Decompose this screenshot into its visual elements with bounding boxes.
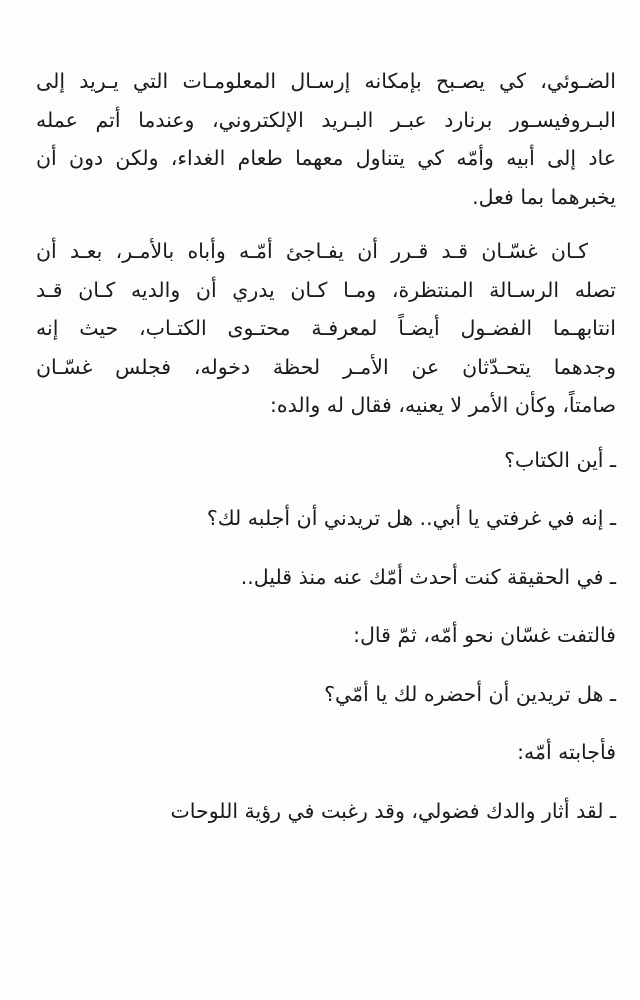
- paragraph-2-line-4: وجدهما يتحـدّثان عن الأمـر لحظة دخوله، فجلس غسّـان: [36, 354, 616, 379]
- paragraph-1-line-4: يخبرهما بما فعل.: [472, 184, 616, 209]
- dialogue-line-5: ـ هل تريدين أن أحضره لك يا أمّي؟: [324, 681, 616, 706]
- dialogue-line-1: ـ أين الكتاب؟: [504, 447, 616, 472]
- dialogue-line-2: ـ إنه في غرفتي يا أبي.. هل تريدني أن أجلبه لك؟: [206, 506, 616, 530]
- dialogue-line-3: ـ في الحقيقة كنت أحدث أمّك عنه منذ قليل..: [240, 564, 616, 589]
- paragraph-1-line-1: الضـوئي، كي يصـبح بإمكانه إرسـال المعلومـات التي يـريد إلى: [36, 69, 616, 93]
- paragraph-1-line-3: عاد إلى أبيه وأمّه كي يتناول معهما طعام الغداء، ولكن دون أن: [36, 146, 616, 170]
- paragraph-2-line-1: كـان غسّـان قـد قـرر أن يفـاجئ أمّـه وأباه بالأمـر، بعـد أن: [36, 239, 588, 263]
- paragraph-2-line-2: تصله الرسـالة المنتظرة، ومـا كـان يدري أن والديه كـان قـد: [36, 277, 616, 302]
- paragraph-1-line-2: البـروفيسـور برنارد عبـر البـريد الإلكتروني، وعندما أتم عمله: [36, 107, 616, 132]
- paragraph-2-line-3: انتابهـما الفضـول أيضـاً لمعرفـة محتـوى الكتـاب، حيث إنه: [36, 316, 616, 340]
- paragraph-2-line-5: صامتاً، وكأن الأمر لا يعنيه، فقال له والده:: [270, 393, 616, 417]
- dialogue-line-4: فالتفت غسّان نحو أمّه، ثمّ قال:: [353, 623, 616, 647]
- paragraph-1: [36, 62, 616, 216]
- page-text: [36, 62, 616, 850]
- dialogue-line-6: فأجابته أمّه:: [517, 740, 616, 764]
- dialogue-line-7: ـ لقد أثار والدك فضولي، وقد رغبت في رؤية اللوحات: [170, 798, 616, 823]
- paragraph-2: [36, 232, 616, 425]
